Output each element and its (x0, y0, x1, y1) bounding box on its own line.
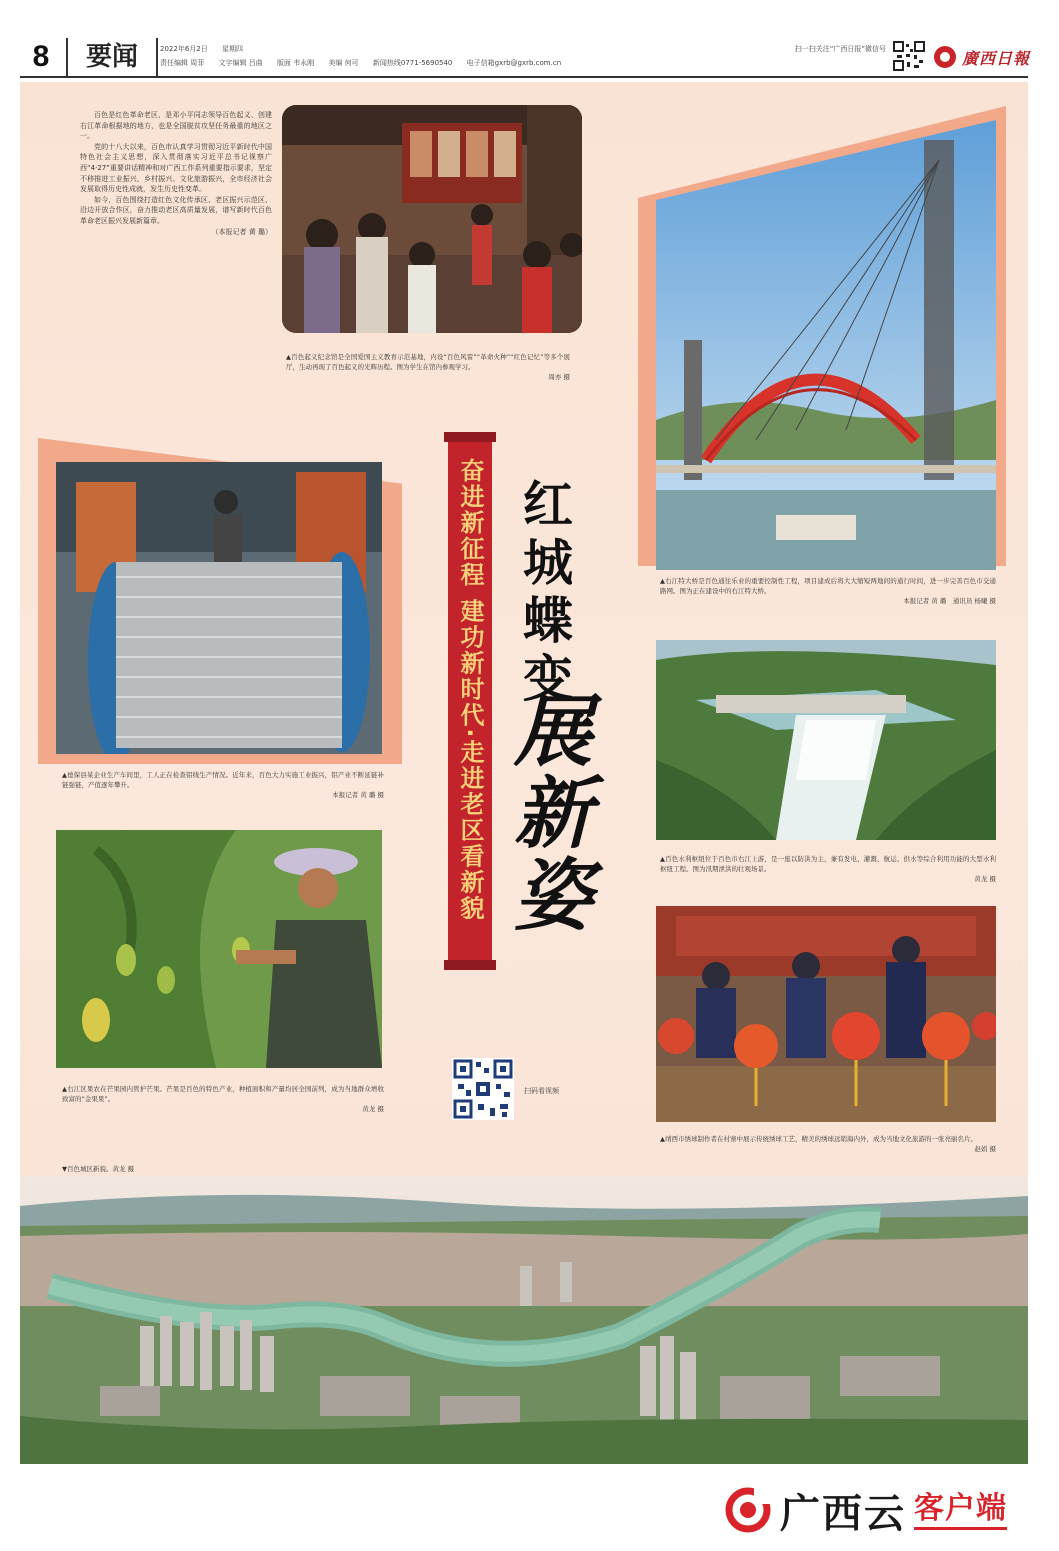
bridge-caption-text: ▲右江特大桥是百色通往乐业的重要控制性工程，项目建成后将大大缩短两地间的通行时间，进一步完善百色市交通路网。图为正在建设中的右江特大桥。 (660, 577, 996, 595)
series-banner-text: 奋进新征程 建功新时代·走进老区看新貌 (456, 458, 484, 922)
panorama-caption: ▼百色城区新貌。黄龙 摄 (62, 1165, 135, 1173)
issue-date: 2022年6月2日 (160, 45, 208, 53)
bridge-photo (656, 120, 996, 570)
headline-calligraphy: 展新姿 (501, 690, 592, 936)
dam-credit: 黄龙 摄 (974, 875, 996, 883)
ethnic-crafts-photo (656, 906, 996, 1122)
mango-caption-text: ▲右江区果农在芒果园内管护芒果。芒果是百色的特色产业，种植面积和产量均居全国前列，成为当地群众增收致富的“金果果”。 (62, 1085, 384, 1103)
footer-brand (724, 1482, 1054, 1538)
page-number: 8 (32, 40, 50, 73)
follow-text: 扫一扫关注“广西日报”微信号 (794, 45, 886, 53)
editor-meta (160, 58, 573, 68)
newspaper-logo-icon (934, 46, 956, 68)
factory-photo (56, 462, 382, 754)
factory-caption-text: ▲德保县某企业生产车间里，工人正在检查铝线生产情况。近年来，百色大力实施工业振兴，铝产业不断延链补链强链，产值逐年攀升。 (62, 771, 384, 789)
mango-credit: 黄龙 摄 (362, 1105, 384, 1113)
headline: 红城蝶变 (515, 478, 574, 710)
ethnic-caption-text: ▲靖西市绣球制作者在村寨中展示传统绣球工艺，精美的绣球远销海内外，成为当地文化旅游的一张亮丽名片。 (660, 1135, 977, 1143)
intro-paragraph: 党的十八大以来，百色市认真学习贯彻习近平新时代中国特色社会主义思想，深入贯彻落实习近平总书记视察广西“4·27”重要讲话精神和对广西工作系列重要指示要求，坚定不移推进工业振兴、乡村振兴、文化旅游振兴，全市经济社会发展取得历史性成就，发生历史性变革。 (80, 142, 272, 194)
news-email: 电子信箱gxrb@gxrb.com.cn (466, 59, 562, 67)
factory-credit: 本报记者 黄 璐 摄 (332, 791, 384, 799)
city-panorama-photo (20, 1176, 1028, 1464)
wechat-qr-icon[interactable] (892, 40, 926, 72)
mango-caption (62, 1084, 384, 1114)
bridge-caption (660, 576, 996, 606)
brand-name: 广西云 (780, 1490, 906, 1537)
section-title: 要闻 (66, 38, 158, 76)
editor: 责任编辑 周菲 (160, 59, 205, 67)
ethnic-caption (660, 1134, 996, 1154)
checker: 版面 韦永刚 (276, 59, 315, 67)
newspaper-logo (934, 40, 1030, 74)
museum-photo (282, 105, 582, 333)
museum-credit: 周亦 摄 (548, 373, 570, 381)
masthead (20, 36, 1031, 78)
factory-caption (62, 770, 384, 800)
museum-caption-text: ▲百色起义纪念馆是全国爱国主义教育示范基地，内设“百色风雷”“革命火种”“红色记忆”等多个展厅，生动再现了百色起义的光辉历程。图为学生在馆内参观学习。 (286, 353, 570, 371)
video-qr-icon[interactable] (452, 1058, 514, 1120)
qr-caption: 扫码看视频 (524, 1087, 559, 1095)
brand-sub: 客户端 (914, 1491, 1007, 1530)
newspaper-name: 廣西日報 (962, 48, 1031, 68)
intro-paragraph: 如今，百色围绕打造红色文化传承区、老区振兴示范区、沿边开放合作区，奋力推动老区高质量发展，谱写新时代百色革命老区振兴发展新篇章。 (80, 195, 272, 225)
mango-farmer-photo (56, 830, 382, 1068)
bridge-credit: 本报记者 黄 璐 通讯员 杨曦 摄 (903, 597, 996, 605)
news-phone: 新闻热线0771-5690540 (372, 59, 453, 67)
ethnic-credit: 赵娟 摄 (974, 1145, 996, 1153)
proof-editor: 文字编辑 吕曲 (218, 59, 263, 67)
issue-weekday: 星期四 (221, 45, 243, 53)
dam-caption-text: ▲百色水利枢纽位于百色市右江上游，是一座以防洪为主，兼有发电、灌溉、航运、供水等综合利用功能的大型水利枢纽工程。图为汛期泄洪的壮观场景。 (660, 855, 996, 873)
intro-article (80, 110, 272, 237)
museum-caption (286, 352, 570, 382)
guangxi-cloud-logo-icon (724, 1486, 772, 1534)
intro-byline: （本报记者 黄 璐） (211, 227, 272, 236)
dam-caption (660, 854, 996, 884)
art-editor: 美编 何可 (328, 59, 359, 67)
issue-meta (160, 44, 255, 54)
series-banner (448, 440, 492, 962)
intro-paragraph: 百色是红色革命老区，是邓小平同志领导百色起义、创建右江革命根据地的地方，也是全国脱贫攻坚任务最重的地区之一。 (80, 111, 272, 141)
dam-photo (656, 640, 996, 840)
